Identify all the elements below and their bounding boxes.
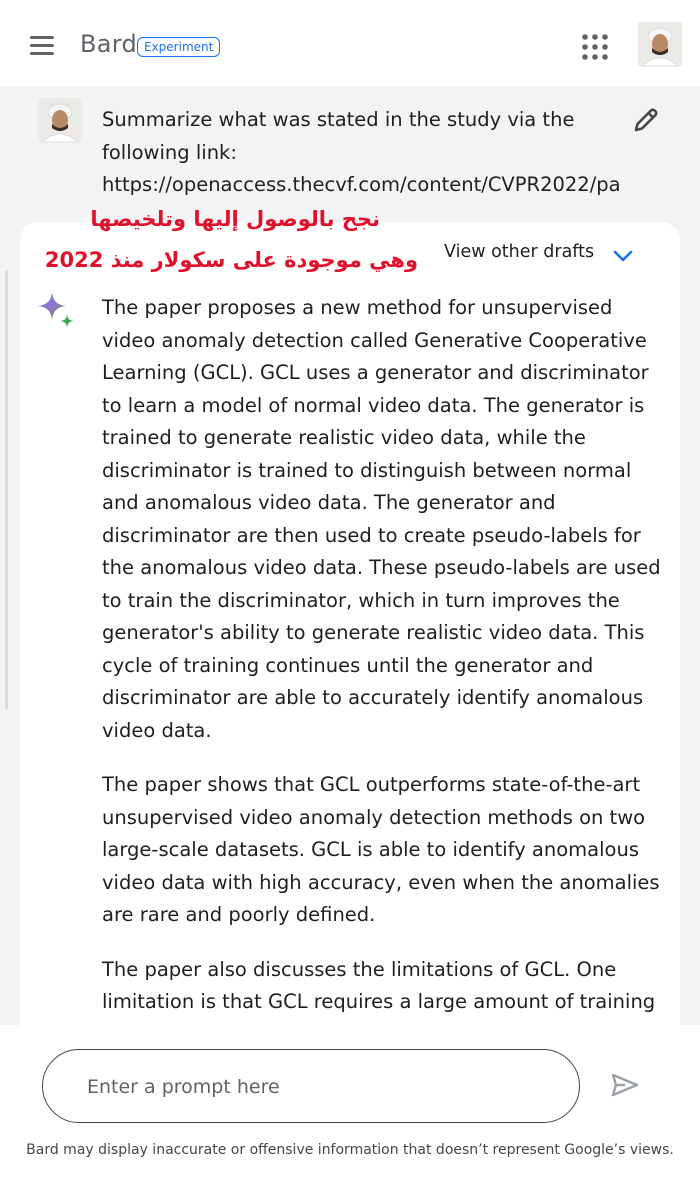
app-title: Bard [80, 30, 138, 58]
view-other-drafts-button[interactable]: View other drafts [444, 242, 595, 262]
send-icon[interactable] [608, 1068, 642, 1102]
bard-sparkle-icon [36, 290, 80, 334]
prompt-input[interactable] [85, 1068, 539, 1106]
response-paragraph: The paper proposes a new method for unsupervised video anomaly detection called Generative Cooperative Learning (GCL). GCL uses a generator and discriminator to learn a model of normal video data. The generator is trained to generate realistic video data, while the discriminator is trained to distinguish between normal and anomalous video data. The generator and discriminator are then used to create pseudo-labels for the anomalous video data. These pseudo-labels are used to train the discriminator, which in turn improves the generator's ability to generate realistic video data. This cycle of training continues until the generator and discriminator are able to accurately identify anomalous video data. [102, 296, 661, 742]
prompt-line: following link: [102, 140, 237, 164]
experiment-badge: Experiment [137, 37, 220, 57]
annotation-line-1: نجح بالوصول إليها وتلخيصها [90, 207, 380, 231]
prompt-line: https://openaccess.thecvf.com/content/CVPR2022/pa [102, 173, 621, 196]
response-paragraph: The paper shows that GCL outperforms state-of-the-art unsupervised video anomaly detection methods on two large-scale datasets. GCL is able to identify anomalous video data with high accuracy, even when the anomalies are rare and poorly defined. [102, 773, 660, 926]
response-paragraph: The paper also discusses the limitations of GCL. One limitation is that GCL requires a large amount of training [102, 957, 656, 1013]
chevron-down-icon[interactable] [610, 246, 636, 266]
prompt-input-container[interactable] [42, 1049, 580, 1123]
disclaimer-text: Bard may display inaccurate or offensive information that doesn’t represent Google’s views. [26, 1142, 674, 1158]
response-text [102, 292, 662, 1073]
annotation-line-2: وهي موجودة على سكولار منذ 2022 [44, 248, 418, 272]
scrollbar[interactable] [5, 270, 8, 710]
prompt-line: Summarize what was stated in the study via the [102, 108, 575, 131]
